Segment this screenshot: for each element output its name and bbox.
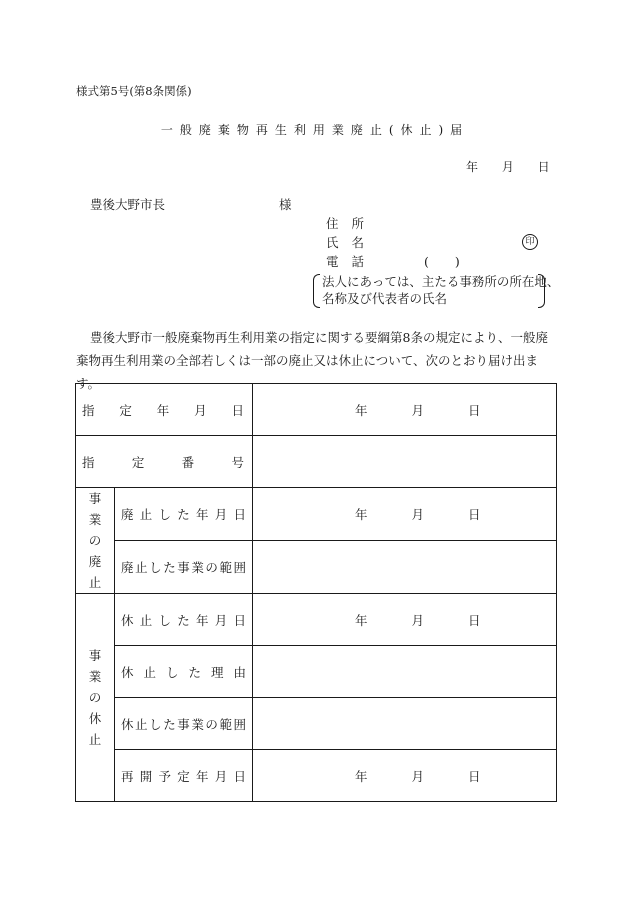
addressee: 豊後大野市長 (90, 197, 166, 212)
note-bracket-left (313, 274, 320, 308)
designation-number-value[interactable] (253, 436, 557, 488)
suspension-reason-label-cell (115, 646, 253, 698)
resume-date-value[interactable]: 年 月 日 (253, 750, 557, 802)
address-label: 住所 (326, 216, 378, 231)
form-number: 様式第5号(第8条関係) (76, 84, 192, 98)
phone-label: 電話 (326, 254, 378, 269)
designation-date-label-cell (76, 384, 253, 436)
suspension-date-label-cell (115, 594, 253, 646)
note-bracket-right (538, 274, 545, 308)
designation-date-value[interactable]: 年 月 日 (253, 384, 557, 436)
suspension-date-value[interactable]: 年 月 日 (253, 594, 557, 646)
designation-number-label: 指 定 番 号 (82, 454, 244, 470)
abolition-scope-value[interactable] (253, 541, 557, 594)
suspension-scope-value[interactable] (253, 698, 557, 750)
resume-date-label: 再 開 予 定 年 月 日 (121, 768, 247, 784)
suspension-group-label: 事業の休止 (76, 594, 115, 802)
corporate-note-line2: 名称及び代表者の氏名 (322, 291, 448, 306)
seal-mark-icon: 印 (522, 234, 538, 250)
table-row (76, 436, 557, 488)
table-row (76, 750, 557, 802)
suspension-reason-value[interactable] (253, 646, 557, 698)
phone-parentheses: ( ) (424, 254, 460, 269)
suspension-reason-label: 休 止 し た 理 由 (121, 664, 247, 680)
table-row (76, 646, 557, 698)
table-row (76, 488, 557, 541)
honorific: 様 (279, 197, 292, 212)
suspension-scope-label: 休 止 し た 事 業 の 範 囲 (121, 716, 247, 732)
abolition-date-value[interactable]: 年 月 日 (253, 488, 557, 541)
table-row (76, 594, 557, 646)
name-label: 氏名 (326, 235, 378, 250)
abolition-scope-label-cell (115, 541, 253, 594)
designation-date-label: 指 定 年 月 日 (82, 402, 245, 418)
suspension-date-label: 休 止 し た 年 月 日 (121, 612, 247, 628)
abolition-date-label-cell (115, 488, 253, 541)
body-text: 豊後大野市一般廃棄物再生利用業の指定に関する要綱第8条の規定により、一般廃棄物再生利用業の全部若しくは一部の廃止又は休止について、次のとおり届け出ます。 (76, 330, 548, 391)
notification-table (75, 383, 557, 802)
table-row (76, 384, 557, 436)
table-row (76, 698, 557, 750)
designation-number-label-cell (76, 436, 253, 488)
abolition-date-label: 廃 止 し た 年 月 日 (121, 507, 247, 522)
document-title: 一般廃棄物再生利用業廃止(休止)届 (160, 123, 470, 137)
suspension-scope-label-cell (115, 698, 253, 750)
resume-date-label-cell (115, 750, 253, 802)
abolition-group-label: 事業の廃止 (76, 488, 115, 594)
corporate-note-line1: 法人にあっては、主たる事務所の所在地、 (322, 274, 560, 289)
submission-date: 年 月 日 (466, 160, 550, 174)
abolition-scope-label: 廃 止 し た 事 業 の 範 囲 (121, 560, 247, 575)
table-row (76, 541, 557, 594)
